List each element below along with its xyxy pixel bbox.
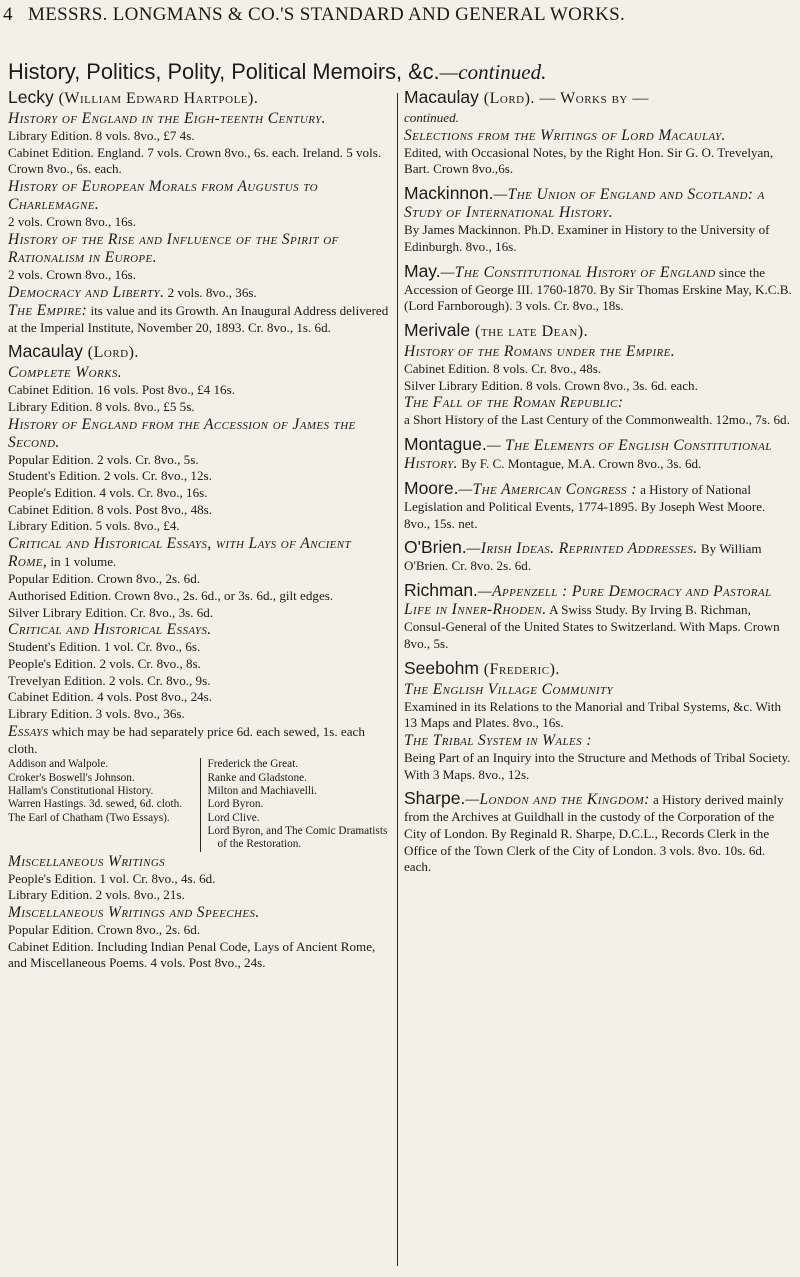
work-title: History of the Romans under the Empire. bbox=[404, 342, 676, 360]
list-item: Frederick the Great. bbox=[207, 758, 299, 771]
list-item: Lord Byron, and The Comic Dramatists of the Restoration. bbox=[207, 824, 388, 851]
entry-moore bbox=[404, 477, 792, 532]
edition-line: Student's Edition. 1 vol. Cr. 8vo., 6s. bbox=[8, 639, 201, 655]
continued-note: continued. bbox=[404, 110, 459, 125]
edition-line: Cabinet Edition. 8 vols. Cr. 8vo., 48s. bbox=[404, 360, 602, 376]
essays-list-left bbox=[8, 758, 201, 851]
author-heading: Macaulay (Lord). bbox=[8, 341, 139, 362]
edition-line: 2 vols. Crown 8vo., 16s. bbox=[8, 214, 137, 230]
right-column bbox=[404, 86, 792, 880]
list-item: Lord Clive. bbox=[207, 811, 260, 824]
work-title: Miscellaneous Writings bbox=[8, 852, 166, 870]
entry-seebohm bbox=[404, 657, 792, 784]
work-title: The Tribal System in Wales : bbox=[404, 731, 592, 749]
edition-line: a Short History of the Last Century of the Commonwealth. 12mo., 7s. 6d. bbox=[404, 412, 790, 428]
work-title: Selections from the Writings of Lord Macaulay. bbox=[404, 126, 726, 144]
work-line: Critical and Historical Essays, with Lays of Ancient Rome, in 1 volume. bbox=[8, 535, 352, 571]
entry-mackinnon bbox=[404, 182, 792, 255]
list-item: Lord Byron. bbox=[207, 798, 264, 811]
list-item: Addison and Walpole. bbox=[8, 758, 109, 771]
edition-line: Library Edition. 8 vols. 8vo., £7 4s. bbox=[8, 128, 195, 143]
list-item: Milton and Machiavelli. bbox=[207, 785, 317, 798]
work-title: The Fall of the Roman Republic: bbox=[404, 394, 624, 412]
list-item: Warren Hastings. 3d. sewed, 6d. cloth. bbox=[8, 798, 183, 811]
entry-heading: May.—The Constitutional History of England since the Accession of George III. 1760-1870. By Sir Thomas Erskine May, K.C.B. (Lord Farnborough). 3 vols. Cr. 8vo., 18s. bbox=[404, 260, 792, 314]
edition-line: Cabinet Edition. 16 vols. Post 8vo., £4 16s. bbox=[8, 382, 235, 398]
edition-line: Library Edition. 8 vols. 8vo., £5 5s. bbox=[8, 398, 195, 414]
work-title: History of England in the Eigh-teenth Century. bbox=[8, 110, 326, 127]
work-title: Miscellaneous Writings and Speeches. bbox=[8, 903, 260, 921]
list-item: The Earl of Chatham (Two Essays). bbox=[8, 811, 170, 824]
edition-line: Library Edition. 5 vols. 8vo., £4. bbox=[8, 518, 180, 534]
edition-line: Examined in its Relations to the Manorial and Tribal Systems, &c. With 13 Maps and Plates. 8vo., 16s. bbox=[404, 698, 782, 731]
running-head bbox=[0, 0, 800, 30]
work-title: The English Village Community bbox=[404, 680, 614, 698]
entry-merivale bbox=[404, 319, 792, 429]
entry-heading: Mackinnon.—The Union of England and Scotland: a Study of International History. bbox=[404, 183, 765, 222]
edition-line: Cabinet Edition. 8 vols. Post 8vo., 48s. bbox=[8, 501, 213, 517]
list-item: Hallam's Constitutional History. bbox=[8, 785, 154, 798]
left-column bbox=[8, 86, 391, 976]
column-divider bbox=[397, 93, 398, 1266]
edition-line: Cabinet Edition. England. 7 vols. Crown 8vo., 6s. each. Ireland. 5 vols. Crown 8vo., 6s. each. bbox=[8, 144, 382, 177]
edition-line: 2 vols. Crown 8vo., 16s. bbox=[8, 266, 137, 282]
section-title-text: History, Politics, Polity, Political Memoirs, &c. bbox=[8, 59, 440, 84]
edition-line: People's Edition. 4 vols. Cr. 8vo., 16s. bbox=[8, 485, 208, 501]
entry-lecky bbox=[8, 86, 391, 336]
edition-line: Popular Edition. Crown 8vo., 2s. 6d. bbox=[8, 571, 201, 587]
work-title: Critical and Historical Essays. bbox=[8, 621, 212, 639]
essays-list-right bbox=[201, 758, 391, 851]
entry-heading: Richman.—Appenzell : Pure Democracy and Pastoral Life in Inner-Rhoden. A Swiss Study. By Irving B. Richman, Consul-General of the United States to Switzerland. With Maps. Crown 8vo., 5s. bbox=[404, 580, 780, 651]
essays-list bbox=[8, 758, 391, 851]
work-line: Democracy and Liberty. 2 vols. 8vo., 36s. bbox=[8, 283, 257, 301]
entry-montague bbox=[404, 433, 792, 473]
page-header-title: MESSRS. LONGMANS & CO.'S STANDARD AND GENERAL WORKS. bbox=[28, 4, 626, 25]
edition-line: Being Part of an Inquiry into the Structure and Methods of Tribal Society. With 3 Maps. 8vo., 12s. bbox=[404, 749, 791, 782]
edition-line: Cabinet Edition. Including Indian Penal Code, Lays of Ancient Rome, and Miscellaneous Poems. 4 vols. Post 8vo., 24s. bbox=[8, 938, 376, 971]
edition-line: Student's Edition. 2 vols. Cr. 8vo., 12s. bbox=[8, 468, 212, 484]
edition-line: Popular Edition. Crown 8vo., 2s. 6d. bbox=[8, 921, 201, 937]
edition-line: People's Edition. 2 vols. Cr. 8vo., 8s. bbox=[8, 655, 201, 671]
edition-line: Library Edition. 2 vols. 8vo., 21s. bbox=[8, 887, 185, 903]
work-line: The Empire: its value and its Growth. An Inaugural Address delivered at the Imperial Institute, November 20, 1893. Cr. 8vo., 1s. 6d. bbox=[8, 301, 389, 335]
author-heading: Macaulay (Lord). — Works by — bbox=[404, 87, 649, 107]
author-heading: Seebohm (Frederic). bbox=[404, 657, 560, 678]
edition-line: Silver Library Edition. 8 vols. Crown 8vo., 3s. 6d. each. bbox=[404, 377, 698, 393]
edition-line: Cabinet Edition. 4 vols. Post 8vo., 24s. bbox=[8, 689, 213, 705]
edition-line: People's Edition. 1 vol. Cr. 8vo., 4s. 6d. bbox=[8, 870, 216, 886]
work-title: History of England from the Accession of James the Second. bbox=[8, 415, 356, 451]
edition-line: Silver Library Edition. Cr. 8vo., 3s. 6d. bbox=[8, 604, 214, 620]
work-title: History of the Rise and Influence of the Spirit of Rationalism in Europe. bbox=[8, 230, 339, 266]
edition-line: By James Mackinnon. Ph.D. Examiner in History to the University of Edinburgh. 8vo., 16s. bbox=[404, 222, 770, 254]
page-number: 4 bbox=[3, 4, 13, 25]
entry-macaulay-continued bbox=[404, 86, 792, 178]
author-heading: Merivale (the late Dean). bbox=[404, 319, 589, 340]
edition-line: Authorised Edition. Crown 8vo., 2s. 6d., or 3s. 6d., gilt edges. bbox=[8, 587, 334, 603]
work-title: History of European Morals from Augustus to Charlemagne. bbox=[8, 178, 318, 214]
entry-may bbox=[404, 260, 792, 315]
author-heading: Lecky (William Edward Hartpole). bbox=[8, 87, 259, 107]
entry-macaulay bbox=[8, 340, 391, 972]
section-title bbox=[8, 58, 798, 86]
edition-line: Trevelyan Edition. 2 vols. Cr. 8vo., 9s. bbox=[8, 672, 211, 688]
edition-line: Library Edition. 3 vols. 8vo., 36s. bbox=[8, 706, 185, 722]
entry-richman bbox=[404, 579, 792, 652]
section-continued: —continued. bbox=[439, 60, 547, 84]
entry-heading: Montague.— The Elements of English Constitutional History. By F. C. Montague, M.A. Crown 8vo., 3s. 6d. bbox=[404, 434, 772, 473]
work-title: Complete Works. bbox=[8, 364, 122, 382]
work-line: Essays which may be had separately price 6d. each sewed, 1s. each cloth. bbox=[8, 722, 365, 756]
entry-heading: Moore.—The American Congress : a History of National Legislation and Political Events, 1774-1895. By Joseph West Moore. 8vo., 15s. net. bbox=[404, 478, 766, 531]
entry-obrien bbox=[404, 536, 792, 575]
entry-sharpe bbox=[404, 787, 792, 876]
entry-heading: O'Brien.—Irish Ideas. Reprinted Addresses. By William O'Brien. Cr. 8vo. 2s. 6d. bbox=[404, 537, 762, 574]
edition-line: Edited, with Occasional Notes, by the Right Hon. Sir G. O. Trevelyan, Bart. Crown 8vo.,6s. bbox=[404, 144, 774, 177]
edition-line: Popular Edition. 2 vols. Cr. 8vo., 5s. bbox=[8, 451, 199, 467]
list-item: Croker's Boswell's Johnson. bbox=[8, 771, 135, 784]
entry-heading: Sharpe.—London and the Kingdom: a History derived mainly from the Archives at Guildhall in the custody of the Corporation of the City of London. By Reginald R. Sharpe, D.C.L., Records Clerk in the Office of the Town Clerk of the City of London. 3 vols. 8vo. 10s. 6d. each. bbox=[404, 788, 784, 875]
list-item: Ranke and Gladstone. bbox=[207, 771, 307, 784]
